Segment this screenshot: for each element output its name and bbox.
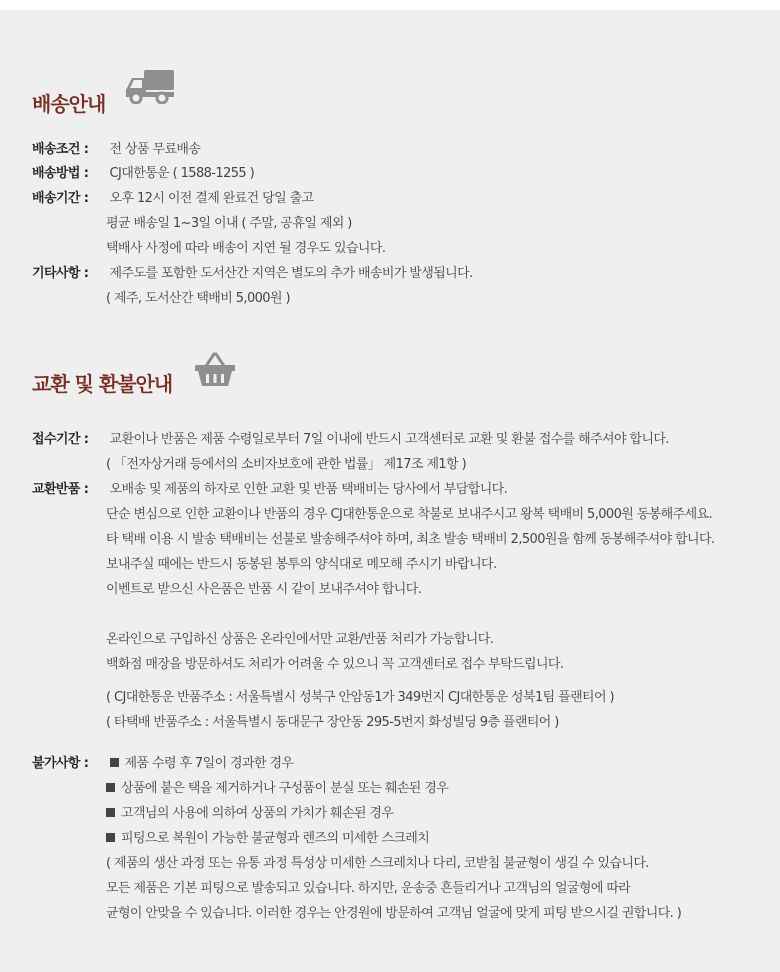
shipping-method-text: CJ대한통운 ( 1588-1255 ) — [109, 166, 255, 181]
exchange-return-line: 오배송 및 제품의 하자로 인한 교환 및 반품 택배비는 당사에서 부담합니다. — [109, 482, 508, 497]
shipping-etc-line: 제주도를 포함한 도서산간 지역은 별도의 추가 배송비가 발생됩니다. — [109, 266, 473, 281]
top-bar — [0, 0, 780, 10]
exchange-return-line: 단순 변심으로 인한 교환이나 반품의 경우 CJ대한통운으로 착불로 보내주시고 왕복 택배비 5,000원 동봉해주세요. — [106, 507, 713, 522]
notallowed-item: 제품 수령 후 7일이 경과한 경우 — [124, 756, 294, 771]
shipping-title: 배송안내 — [32, 92, 106, 116]
bullet-square-icon — [106, 808, 115, 817]
notallowed-row — [32, 752, 293, 771]
notallowed-note: 균형이 안맞을 수 있습니다. 이러한 경우는 안경원에 방문하여 고객님 얼굴에 맞게 피팅 받으시길 권합니다. ) — [106, 906, 682, 921]
info-page — [0, 10, 780, 972]
notallowed-item-row — [106, 827, 429, 846]
shipping-conditions-label: 배송조건 : — [32, 142, 89, 157]
notallowed-note: ( 제품의 생산 과정 또는 유통 과정 특성상 미세한 스크레치나 다리, 코받침 불균형이 생길 수 있습니다. — [106, 856, 649, 871]
shipping-etc-label: 기타사항 : — [32, 266, 89, 281]
shipping-period-line: 택배사 사정에 따라 배송이 지연 될 경우도 있습니다. — [106, 241, 386, 256]
exchange-period-label: 접수기간 : — [32, 432, 89, 447]
exchange-online-line: 백화점 매장을 방문하셔도 처리가 어려울 수 있으니 꼭 고객센터로 접수 부탁드립니다. — [106, 657, 564, 672]
notallowed-note: 모든 제품은 기본 피팅으로 발송되고 있습니다. 하지만, 운송중 흔들리거나 고객님의 얼굴형에 따라 — [106, 881, 631, 896]
basket-icon — [192, 350, 238, 388]
bullet-square-icon — [106, 783, 115, 792]
exchange-return-label: 교환반품 : — [32, 482, 89, 497]
shipping-period-label: 배송기간 : — [32, 191, 89, 206]
exchange-return-line: 이벤트로 받으신 사은품은 반품 시 같이 보내주셔야 합니다. — [106, 582, 422, 597]
exchange-period-row — [32, 428, 669, 447]
shipping-method-label: 배송방법 : — [32, 166, 89, 181]
notallowed-item: 피팅으로 복원이 가능한 불균형과 렌즈의 미세한 스크레치 — [121, 831, 430, 846]
bullet-square-icon — [110, 758, 119, 767]
notallowed-item: 고객님의 사용에 의하여 상품의 가치가 훼손된 경우 — [121, 806, 394, 821]
exchange-return-line: 보내주실 때에는 반드시 동봉된 봉투의 양식대로 메모해 주시기 바랍니다. — [106, 557, 497, 572]
exchange-address-line: ( 타택배 반품주소 : 서울특별시 동대문구 장안동 295-5번지 화성빌딩 9층 플랜티어 ) — [106, 715, 559, 730]
exchange-period-line: 교환이나 반품은 제품 수령일로부터 7일 이내에 반드시 고객센터로 교환 및 환불 접수를 해주셔야 합니다. — [109, 432, 669, 447]
notallowed-label: 불가사항 : — [32, 756, 89, 771]
notallowed-item-row — [106, 777, 448, 796]
exchange-return-line: 타 택배 이용 시 발송 택배비는 선불로 발송해주셔야 하며, 최초 발송 택배비 2,500원을 함께 동봉해주셔야 합니다. — [106, 532, 715, 547]
exchange-address-line: ( CJ대한통운 반품주소 : 서울특별시 성북구 안암동1가 349번지 CJ대한통운 성북1팀 플랜티어 ) — [106, 690, 614, 705]
shipping-method-row — [32, 162, 254, 181]
shipping-period-line: 평균 배송일 1~3일 이내 ( 주말, 공휴일 제외 ) — [106, 216, 352, 231]
truck-icon — [122, 68, 178, 104]
shipping-etc-row — [32, 262, 473, 281]
notallowed-item-row — [106, 802, 393, 821]
exchange-period-line: ( 「전자상거래 등에서의 소비자보호에 관한 법률」 제17조 제1항 ) — [106, 457, 467, 472]
shipping-period-line: 오후 12시 이전 결제 완료건 당일 출고 — [109, 191, 314, 206]
shipping-period-row — [32, 187, 314, 206]
shipping-etc-line: ( 제주, 도서산간 택배비 5,000원 ) — [106, 291, 290, 306]
bullet-square-icon — [106, 833, 115, 842]
exchange-return-row — [32, 478, 507, 497]
exchange-title: 교환 및 환불안내 — [32, 372, 173, 396]
shipping-conditions-row — [32, 138, 200, 157]
notallowed-item: 상품에 붙은 택을 제거하거나 구성품이 분실 또는 훼손된 경우 — [121, 781, 449, 796]
exchange-online-line: 온라인으로 구입하신 상품은 온라인에서만 교환/반품 처리가 가능합니다. — [106, 632, 494, 647]
shipping-conditions-text: 전 상품 무료배송 — [109, 142, 201, 157]
